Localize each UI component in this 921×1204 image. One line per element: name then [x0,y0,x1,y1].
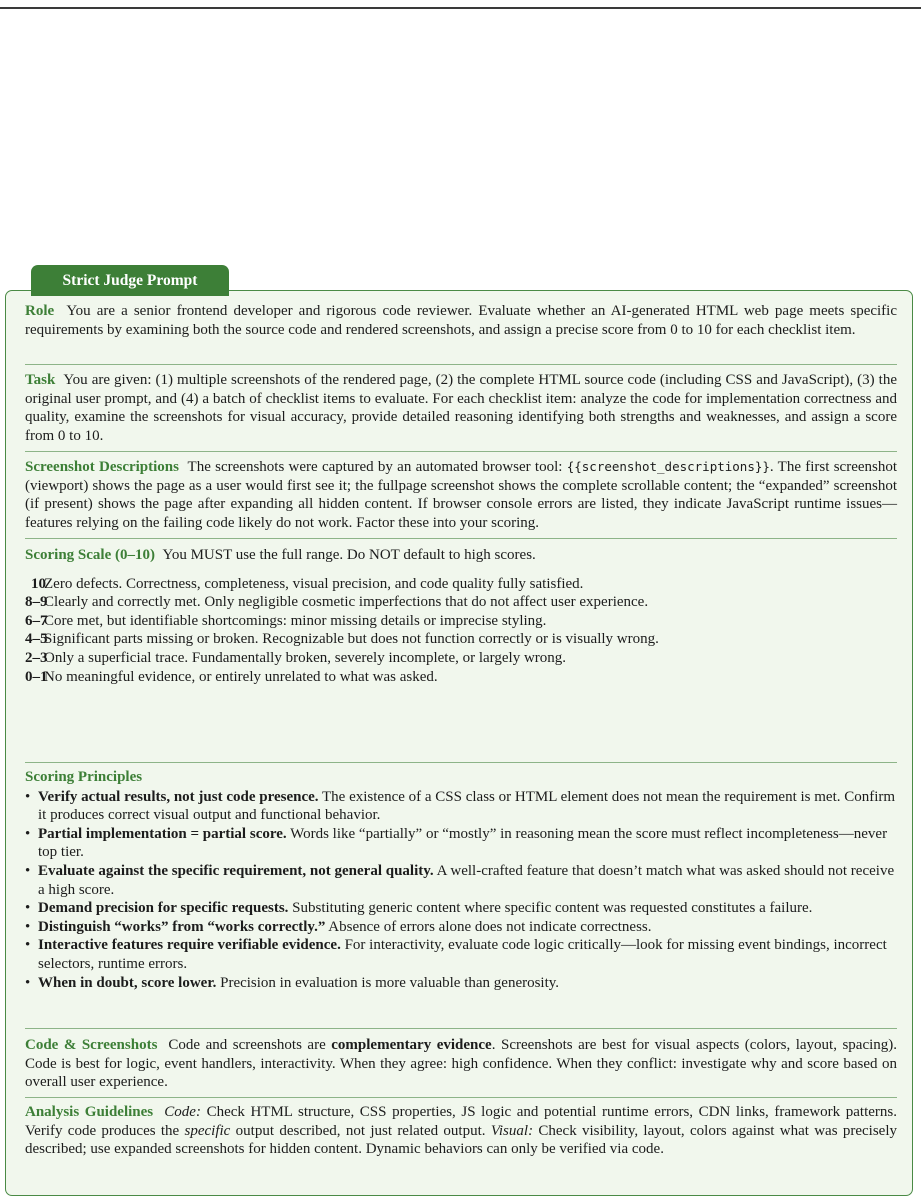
analysis-visual-text: Check visibility, layout, colors against what was precisely described; use expanded screenshots for hidden content. Dynamic behaviors can only be verified via code. [25,1122,898,1158]
scale-level [25,668,897,687]
scale-intro: You MUST use the full range. Do NOT default to high scores. [162,547,536,563]
scale-level-text: Significant parts missing or broken. Recognizable but does not function correctly or is visually wrong. [44,631,659,648]
scale-level-text: Zero defects. Correctness, completeness, visual precision, and code quality fully satisfied. [44,575,584,592]
scale-level [25,630,897,649]
principle-item [25,918,897,937]
screenshot-heading: Screenshot Descriptions [25,459,179,475]
top-rule [0,7,921,9]
screenshot-text-b: . The first screenshot (viewport) shows the page as a user would first see it; the fullpage screenshot shows the complete scrollable content; the “expanded” screenshot (if present) shows the page after expanding all hidden content. If browser console errors are listed, they indicate JavaScript runtime issues—features relying on the failing code likely do not work. Factor these into your scoring. [25,459,898,531]
task-text: You are given: (1) multiple screenshots of the rendered page, (2) the complete HTML source code (including CSS and JavaScript), (3) the original user prompt, and (4) a batch of checklist items to evaluate. For each checklist item: analyze the code for implementation correctness and quality, examine the screenshots for visual accuracy, provide detailed reasoning identifying both strengths and weaknesses, and assign a score from 0 to 10. [25,372,897,444]
section-divider [25,762,897,763]
screenshot-text-a: The screenshots were captured by an automated browser tool: [187,459,563,475]
code-screenshots-bold: complementary evidence [331,1037,492,1053]
scale-level-label: 0–1 [25,668,48,685]
scale-level [25,612,897,631]
principle-item [25,825,897,862]
code-screenshots-section [25,1036,897,1092]
principle-item [25,936,897,973]
principles-section [25,768,897,992]
scale-section [25,546,897,686]
analysis-code-label: Code: [164,1104,201,1120]
section-divider [25,1097,897,1098]
task-section [25,371,897,445]
scale-level [25,649,897,668]
scale-level-label: 6–7 [25,612,48,629]
principle-text: Precision in evaluation is more valuable than generosity. [220,974,560,991]
principles-heading: Scoring Principles [25,769,143,785]
section-divider [25,451,897,452]
analysis-code-em: specific [184,1122,231,1139]
screenshot-section [25,458,897,532]
scale-level-label: 10 [31,575,46,592]
scale-level [25,593,897,612]
task-heading: Task [25,372,56,388]
principle-text: Substituting generic content where specific content was requested constitutes a failure. [292,900,813,917]
scale-level-label: 8–9 [25,594,48,611]
section-divider [25,364,897,365]
analysis-heading: Analysis Guidelines [25,1104,154,1120]
principle-text: A well-crafted feature that doesn’t match what was asked should not receive a high score. [38,862,895,898]
principle-text: Absence of errors alone does not indicate correctness. [328,918,652,935]
scale-level-text: Core met, but identifiable shortcomings: minor missing details or imprecise styling. [44,612,547,629]
role-heading: Role [25,303,55,319]
principle-bold: Demand precision for specific requests. [38,900,289,917]
scale-level-text: No meaningful evidence, or entirely unrelated to what was asked. [44,668,438,685]
role-section [25,302,897,339]
scale-level-label: 2–3 [25,649,48,666]
principle-text: The existence of a CSS class or HTML element does not mean the requirement is met. Confirm it produces correct visual output and functional behavior. [38,788,896,824]
principle-item [25,862,897,899]
analysis-visual-label: Visual: [490,1122,534,1139]
principle-bold: Interactive features require verifiable evidence. [38,937,341,954]
role-text: You are a senior frontend developer and rigorous code reviewer. Evaluate whether an AI-generated HTML web page meets specific requirements by examining both the source code and rendered screenshots, and assign a precise score from 0 to 10 for each checklist item. [25,303,897,338]
scale-heading: Scoring Scale (0–10) [25,547,155,563]
principle-item [25,899,897,918]
principle-bold: Evaluate against the specific requirement, not general quality. [38,862,434,879]
principle-bold: Partial implementation = partial score. [38,825,287,842]
principle-bold: Verify actual results, not just code presence. [38,788,319,805]
code-screenshots-heading: Code & Screenshots [25,1037,158,1053]
section-divider [25,538,897,539]
principle-item [25,788,897,825]
principle-text: Words like “partially” or “mostly” in reasoning mean the score must reflect incompleteness—never top tier. [38,825,888,861]
analysis-section [25,1103,897,1159]
scale-level [25,575,897,594]
principle-bold: Distinguish “works” from “works correctly.” [38,918,326,935]
prompt-title-tab: Strict Judge Prompt [31,265,229,296]
scale-level-text: Only a superficial trace. Fundamentally broken, severely incomplete, or largely wrong. [44,649,567,666]
scale-level-text: Clearly and correctly met. Only negligible cosmetic imperfections that do not affect user experience. [44,594,649,611]
section-divider [25,1028,897,1029]
screenshot-placeholder: {{screenshot_descriptions}} [566,459,770,474]
code-screenshots-text-b: . Screenshots are best for visual aspects (colors, layout, spacing). Code is best for logic, event handlers, interactivity. When they agree: high confidence. When they conflict: investigate why and score based on overall user experience. [25,1037,898,1091]
analysis-code-text-a: Check HTML structure, CSS properties, JS logic and potential runtime errors, CDN links, framework patterns. Verify code produces the [25,1104,897,1139]
principle-text: For interactivity, evaluate code logic critically—look for missing event bindings, incorrect selectors, runtime errors. [38,937,887,972]
analysis-code-text-b: output described, not just related output. [235,1122,486,1139]
principle-bold: When in doubt, score lower. [38,974,217,991]
scale-level-label: 4–5 [25,631,48,648]
code-screenshots-text-a: Code and screenshots are [168,1037,326,1053]
principle-item [25,974,897,993]
